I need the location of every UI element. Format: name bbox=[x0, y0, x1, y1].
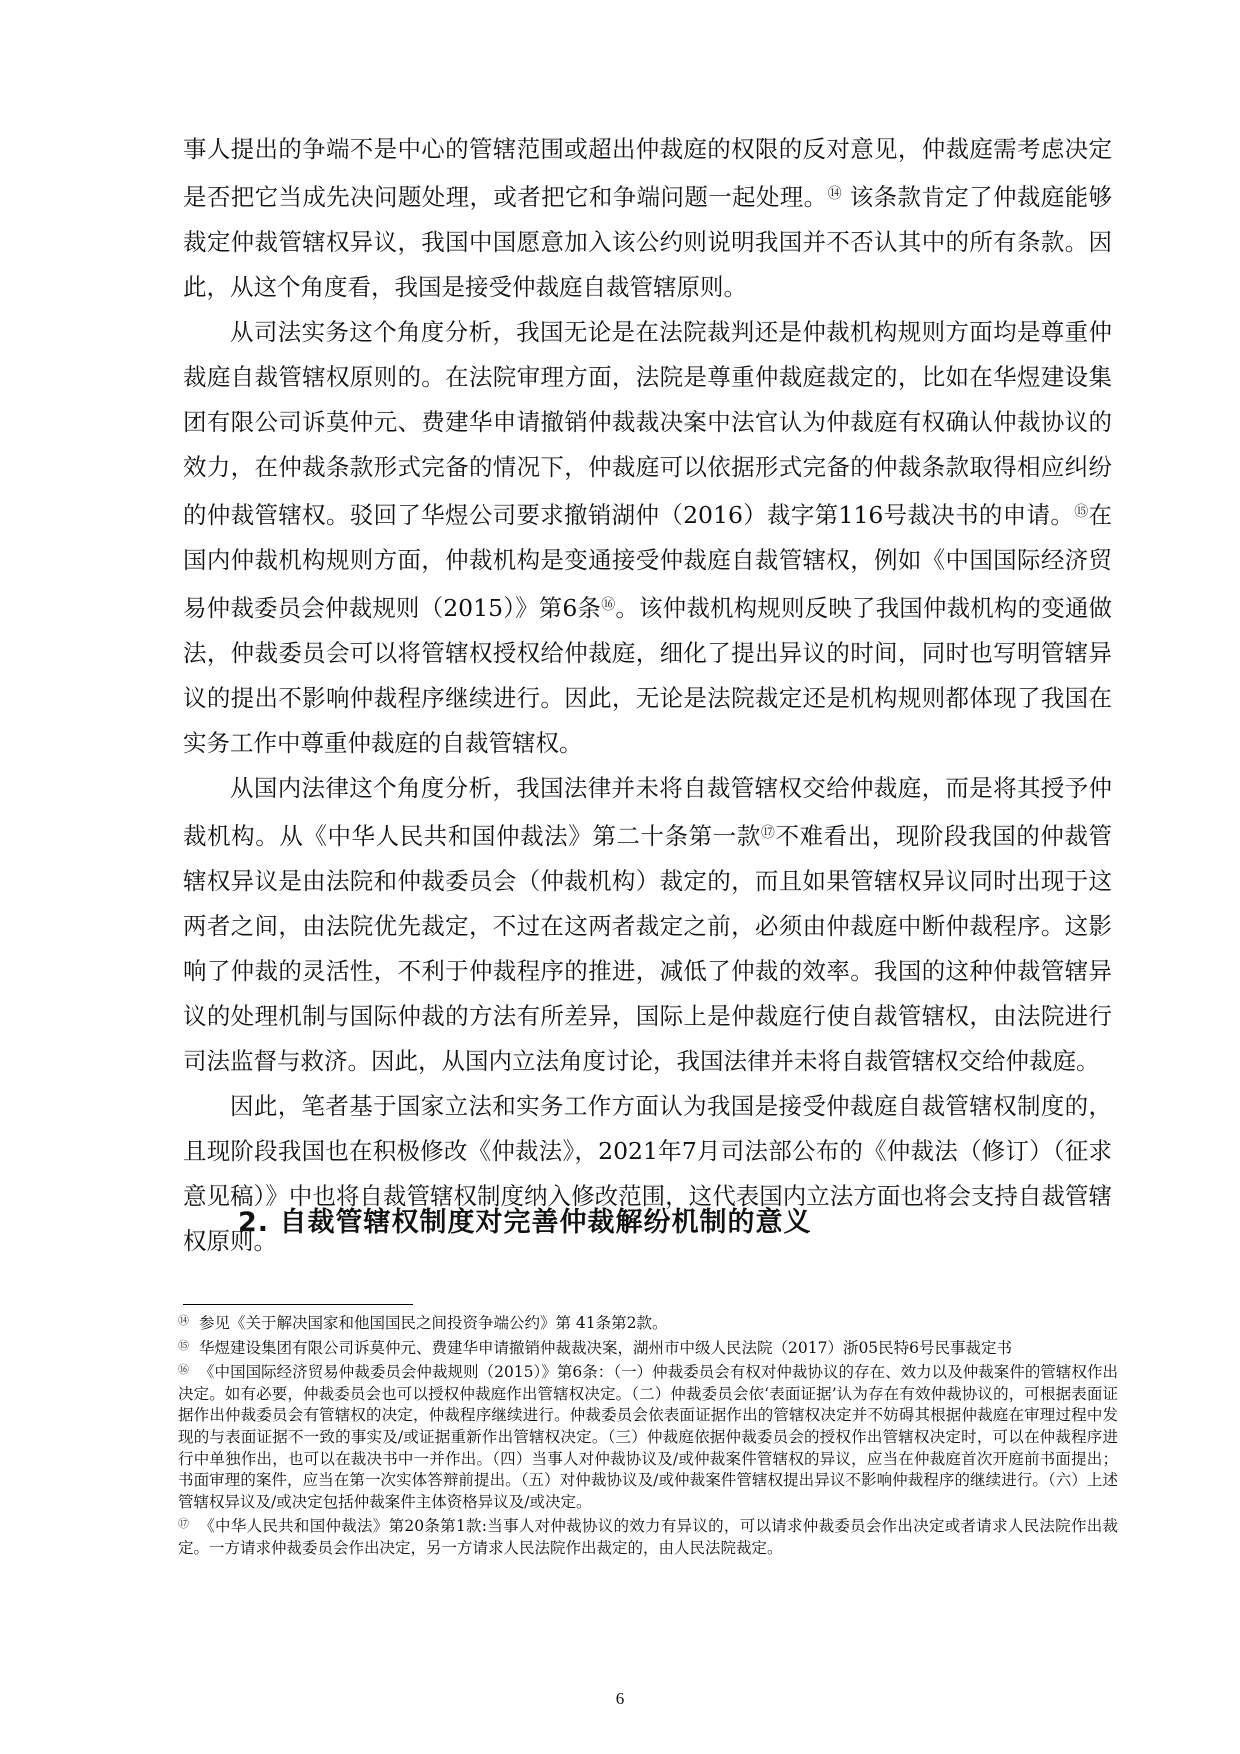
footnote-separator bbox=[183, 1304, 413, 1305]
body-paragraph bbox=[183, 766, 1112, 1084]
footnote bbox=[178, 1359, 1118, 1513]
footnote-reference: ⑰ bbox=[760, 825, 776, 841]
footnote-mark: ⑯ bbox=[178, 1363, 190, 1377]
footnote-text: 《中国国际经济贸易仲裁委员会仲裁规则（2015）》第6条：（一）仲裁委员会有权对仲裁协议的存在、效力以及仲裁案件的管辖权作出决定。如有必要，仲裁委员会也可以授权仲裁庭作出管辖权决定。（二）仲裁委员会依‘表面证据’认为存在有效仲裁协议的，可根据表面证据作出仲裁委员会有管辖权的决定，仲裁程序继续进行。仲裁委员会依表面证据作出的管辖权决定并不妨碍其根据仲裁庭在审理过程中发现的与表面证据不一致的事实及/或证据重新作出管辖权决定。（三）仲裁庭依据仲裁委员会的授权作出管辖权决定时，可以在仲裁程序进行中单独作出，也可以在裁决书中一并作出。（四）当事人对仲裁协议及/或仲裁案件管辖权的异议，应当在仲裁庭首次开庭前书面提出；书面审理的案件，应当在第一次实体答辩前提出。（五）对仲裁协议及/或仲裁案件管辖权提出异议不影响仲裁程序的继续进行。（六）上述管辖权异议及/或决定包括仲裁案件主体资格异议及/或决定。 bbox=[178, 1363, 1119, 1511]
paragraph-text: 从国内法律这个角度分析，我国法律并未将自裁管辖权交给仲裁庭，而是将其授予仲裁机构。从《中华人民共和国仲裁法》第二十条第一款 bbox=[183, 774, 1112, 850]
paragraph-text: 该条款肯定了仲裁庭能够裁定仲裁管辖权异议，我国中国愿意加入该公约则说明我国并不否认其中的所有条款。因此，从这个角度看，我国是接受仲裁庭自裁管辖原则。 bbox=[183, 183, 1113, 301]
footnote-mark: ⑰ bbox=[178, 1517, 190, 1531]
paragraph-text: 在国内仲裁机构规则方面，仲裁机构是变通接受仲裁庭自裁管辖权，例如《中国国际经济贸易仲裁委员会仲裁规则（2015）》第6条 bbox=[183, 501, 1113, 622]
footnote-mark: ⑮ bbox=[178, 1338, 189, 1352]
paragraph-text: 。该仲裁机构规则反映了我国仲裁机构的变通做法，仲裁委员会可以将管辖权授权给仲裁庭，细化了提出异议的时间，同时也写明管辖异议的提出不影响仲裁程序继续进行。因此，无论是法院裁定还是机构规则都体现了我国在实务工作中尊重仲裁庭的自裁管辖权。 bbox=[183, 594, 1113, 757]
paragraph-text: 事人提出的争端不是中心的管辖范围或超出仲裁庭的权限的反对意见，仲裁庭需考虑决定是否把它当成先决问题处理，或者把它和争端问题一起处理。 bbox=[183, 135, 1112, 211]
section-heading: 2. 自裁管辖权制度对完善仲裁解纷机制的意义 bbox=[238, 1207, 812, 1238]
footnote-text: 华煜建设集团有限公司诉莫仲元、费建华申请撤销仲裁裁决案，湖州市中级人民法院（2017）浙05民特6号民事裁定书 bbox=[199, 1338, 1013, 1357]
footnote-mark: ⑭ bbox=[178, 1314, 189, 1327]
body-text bbox=[183, 127, 1112, 1264]
paragraph-text: 从司法实务这个角度分析，我国无论是在法院裁判还是仲裁机构规则方面均是尊重仲裁庭自裁管辖权原则的。在法院审理方面，法院是尊重仲裁庭裁定的，比如在华煜建设集团有限公司诉莫仲元、费建华申请撤销仲裁裁决案中法官认为仲裁庭有权确认仲裁协议的效力，在仲裁条款形式完备的情况下，仲裁庭可以依据形式完备的仲裁条款取得相应纠纷的仲裁管辖权。驳回了华煜公司要求撤销湖仲（2016）裁字第116号裁决书的申请。 bbox=[183, 318, 1112, 529]
body-paragraph bbox=[183, 127, 1112, 310]
body-paragraph bbox=[183, 310, 1112, 766]
paragraph-text: 因此，笔者基于国家立法和实务工作方面认为我国是接受仲裁庭自裁管辖权制度的，且现阶段我国也在积极修改《仲裁法》，2021年7月司法部公布的《仲裁法（修订）（征求意见稿）》中也将自裁管辖权制度纳入修改范围，这代表国内立法方面也将会支持自裁管辖权原则。 bbox=[183, 1092, 1112, 1255]
footnote-text: 参见《关于解决国家和他国国民之间投资争端公约》第 41条第2款。 bbox=[199, 1314, 668, 1332]
paragraph-text: 不难看出，现阶段我国的仲裁管辖权异议是由法院和仲裁委员会（仲裁机构）裁定的，而且如果管辖权异议同时出现于这两者之间，由法院优先裁定，不过在这两者裁定之前，必须由仲裁庭中断仲裁程序。这影响了仲裁的灵活性，不利于仲裁程序的推进，减低了仲裁的效率。我国的这种仲裁管辖异议的处理机制与国际仲裁的方法有所差异，国际上是仲裁庭行使自裁管辖权，由法院进行司法监督与救济。因此，从国内立法角度讨论，我国法律并未将自裁管辖权交给仲裁庭。 bbox=[183, 822, 1113, 1075]
footnote-text: 《中华人民共和国仲裁法》第20条第1款:当事人对仲裁协议的效力有异议的，可以请求仲裁委员会作出决定或者请求人民法院作出裁定。一方请求仲裁委员会作出决定，另一方请求人民法院作出裁定的，由人民法院裁定。 bbox=[178, 1517, 1119, 1557]
footnote-reference: ⑯ bbox=[601, 597, 616, 613]
footnote-reference: ⑭ bbox=[827, 186, 842, 202]
footnote-reference: ⑮ bbox=[1074, 504, 1089, 520]
footnotes bbox=[178, 1310, 1118, 1560]
footnote bbox=[178, 1335, 1118, 1360]
page-number: 6 bbox=[615, 1689, 625, 1708]
footnote bbox=[178, 1513, 1118, 1559]
footnote bbox=[178, 1310, 1118, 1335]
